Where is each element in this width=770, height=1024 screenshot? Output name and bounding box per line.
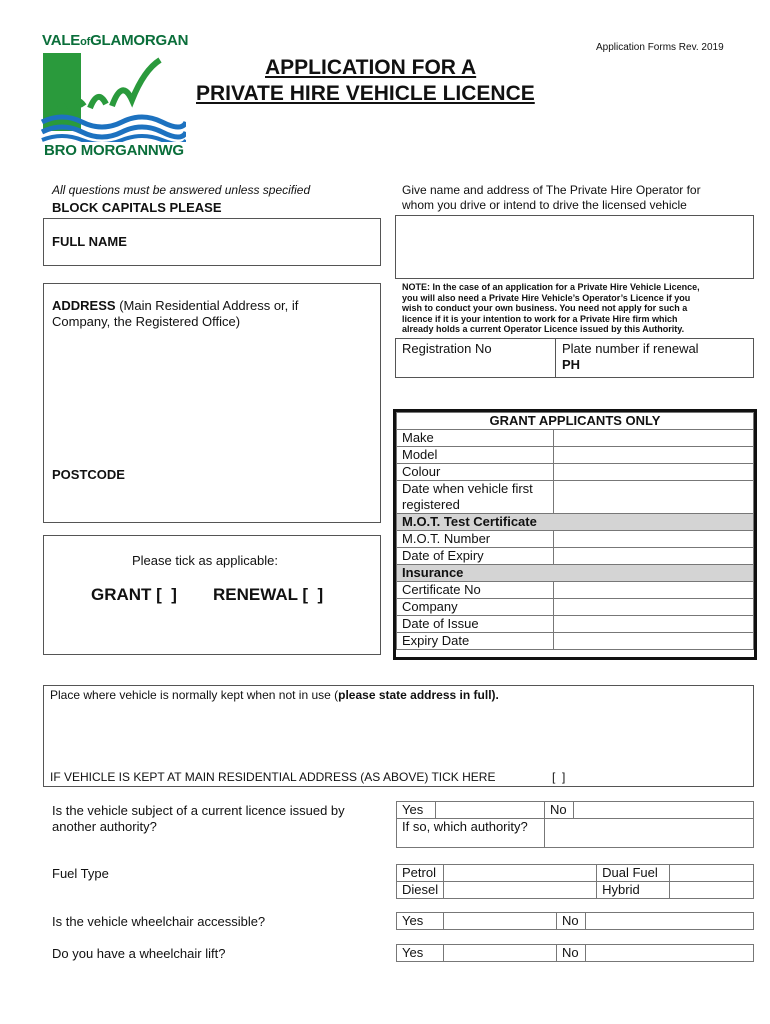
- date-of-issue-input[interactable]: [554, 616, 754, 633]
- wheelchair-no-box[interactable]: [586, 913, 754, 930]
- fuel-diesel-box[interactable]: [444, 882, 597, 899]
- full-name-label: FULL NAME: [52, 234, 127, 249]
- fuel-petrol-box[interactable]: [444, 865, 597, 882]
- tick-prompt: Please tick as applicable:: [132, 553, 278, 568]
- address-label-line2: Company, the Registered Office): [52, 314, 241, 329]
- lift-no-box[interactable]: [586, 945, 754, 962]
- registration-number-field[interactable]: [395, 338, 556, 378]
- plate-number-label: Plate number if renewal: [562, 341, 699, 356]
- operator-licence-note: NOTE: In the case of an application for a Private Hire Vehicle Licence, you will also need a Private Hire Vehicle’s Operator’s Licence if you wish to conduct your own business. You need not apply for such a licence if it is your intention to work for a Private Hire firm which already holds a current Operator Licence issued by this Authority.: [402, 282, 700, 334]
- model-label: Model: [397, 447, 554, 464]
- model-input[interactable]: [554, 447, 754, 464]
- insurance-section-header: Insurance: [397, 565, 754, 582]
- date-first-registered-input[interactable]: [554, 481, 754, 514]
- date-of-issue-label: Date of Issue: [397, 616, 554, 633]
- renewal-tickbox[interactable]: RENEWAL [ ]: [213, 585, 324, 604]
- page-title-line2: PRIVATE HIRE VEHICLE LICENCE: [196, 82, 535, 105]
- expiry-date-label: Expiry Date: [397, 633, 554, 650]
- registration-number-label: Registration No: [402, 341, 492, 356]
- kept-at-home-label: IF VEHICLE IS KEPT AT MAIN RESIDENTIAL ADDRESS (AS ABOVE) TICK HERE: [50, 770, 496, 784]
- wheelchair-yes-label: Yes: [397, 913, 444, 930]
- other-licence-no-label: No: [545, 802, 574, 819]
- council-logo: [40, 32, 189, 160]
- logo-bottom-text: BRO MORGANNWG: [44, 142, 184, 159]
- certificate-no-input[interactable]: [554, 582, 754, 599]
- company-label: Company: [397, 599, 554, 616]
- address-label: ADDRESS (Main Residential Address or, if: [52, 298, 299, 313]
- application-type-box: [43, 535, 381, 655]
- fuel-type-table: [396, 864, 754, 899]
- make-label: Make: [397, 430, 554, 447]
- vehicle-kept-field[interactable]: [43, 685, 754, 787]
- fuel-dual-label: Dual Fuel: [597, 865, 670, 882]
- lift-yes-box[interactable]: [444, 945, 557, 962]
- kept-at-home-tickbox[interactable]: [ ]: [552, 770, 566, 784]
- lift-yes-label: Yes: [397, 945, 444, 962]
- plate-prefix: PH: [562, 357, 581, 372]
- colour-input[interactable]: [554, 464, 754, 481]
- other-licence-yes-label: Yes: [397, 802, 436, 819]
- page-title-line1: APPLICATION FOR A: [265, 56, 477, 79]
- mot-expiry-label: Date of Expiry: [397, 548, 554, 565]
- other-licence-table: [396, 801, 754, 848]
- revision-label: Application Forms Rev. 2019: [596, 42, 724, 53]
- which-authority-label: If so, which authority?: [397, 819, 545, 848]
- fuel-type-label: Fuel Type: [52, 866, 109, 881]
- fuel-diesel-label: Diesel: [397, 882, 444, 899]
- fuel-hybrid-label: Hybrid: [597, 882, 670, 899]
- block-capitals-note: BLOCK CAPITALS PLEASE: [52, 200, 222, 215]
- certificate-no-label: Certificate No: [397, 582, 554, 599]
- operator-prompt-line1: Give name and address of The Private Hire Operator for: [402, 183, 701, 197]
- which-authority-input[interactable]: [545, 819, 754, 848]
- mot-section-header: M.O.T. Test Certificate: [397, 514, 754, 531]
- fuel-hybrid-box[interactable]: [670, 882, 754, 899]
- grant-tickbox[interactable]: GRANT [ ]: [91, 585, 177, 604]
- wheelchair-no-label: No: [557, 913, 586, 930]
- grant-applicants-table: [396, 412, 754, 650]
- logo-top-text: VALEofGLAMORGAN: [42, 32, 189, 49]
- fuel-dual-box[interactable]: [670, 865, 754, 882]
- operator-prompt-line2: whom you drive or intend to drive the licensed vehicle: [402, 198, 687, 212]
- vehicle-kept-label: Place where vehicle is normally kept when not in use (please state address in full).: [50, 688, 499, 702]
- other-licence-question: Is the vehicle subject of a current licence issued by another authority?: [52, 803, 345, 834]
- plate-number-field[interactable]: [555, 338, 754, 378]
- mot-number-label: M.O.T. Number: [397, 531, 554, 548]
- operator-details-field[interactable]: [395, 215, 754, 279]
- full-name-field[interactable]: [43, 218, 381, 266]
- logo-emblem-icon: [40, 50, 186, 142]
- other-licence-no-box[interactable]: [574, 802, 754, 819]
- lift-no-label: No: [557, 945, 586, 962]
- expiry-date-input[interactable]: [554, 633, 754, 650]
- mot-expiry-input[interactable]: [554, 548, 754, 565]
- date-first-registered-label: Date when vehicle first registered: [397, 481, 554, 514]
- grant-table-header: GRANT APPLICANTS ONLY: [397, 413, 754, 430]
- wheelchair-yes-box[interactable]: [444, 913, 557, 930]
- all-questions-note: All questions must be answered unless specified: [52, 183, 311, 197]
- colour-label: Colour: [397, 464, 554, 481]
- fuel-petrol-label: Petrol: [397, 865, 444, 882]
- wheelchair-accessible-table: [396, 912, 754, 930]
- wheelchair-accessible-question: Is the vehicle wheelchair accessible?: [52, 914, 266, 929]
- mot-number-input[interactable]: [554, 531, 754, 548]
- make-input[interactable]: [554, 430, 754, 447]
- address-field[interactable]: [43, 283, 381, 523]
- postcode-label: POSTCODE: [52, 467, 125, 482]
- wheelchair-lift-question: Do you have a wheelchair lift?: [52, 946, 226, 961]
- other-licence-yes-box[interactable]: [436, 802, 545, 819]
- company-input[interactable]: [554, 599, 754, 616]
- wheelchair-lift-table: [396, 944, 754, 962]
